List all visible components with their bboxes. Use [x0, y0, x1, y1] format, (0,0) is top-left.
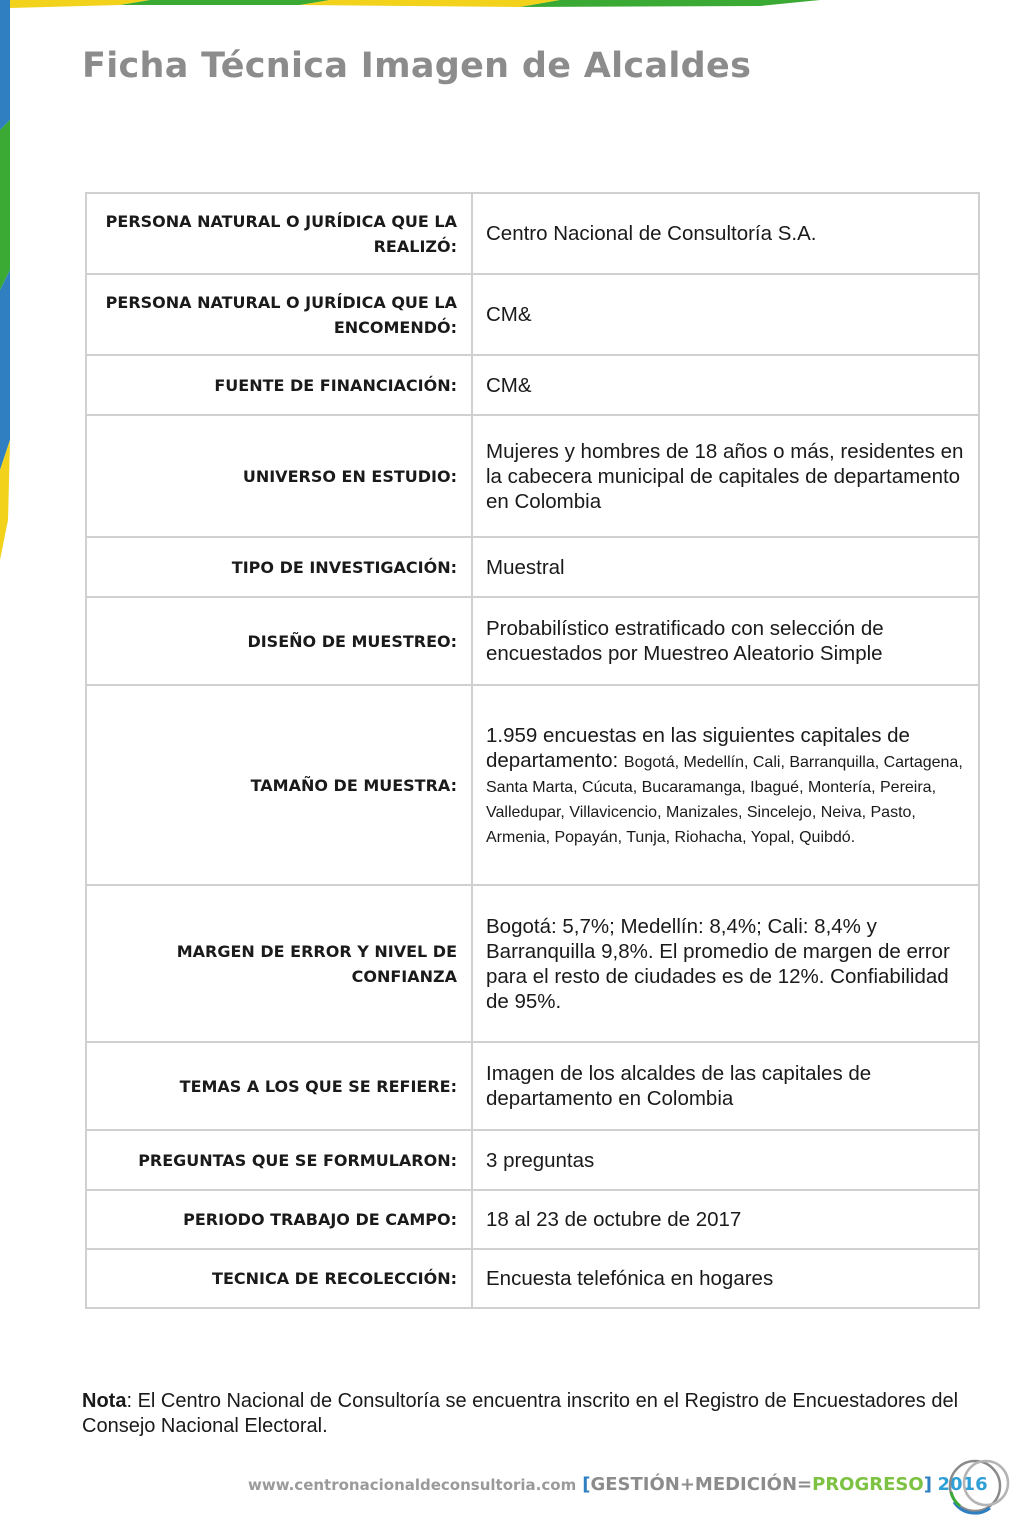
row-value: Probabilístico estratificado con selección de encuestados por Muestreo Aleatorio Simple [472, 597, 979, 685]
footer [248, 1474, 988, 1495]
row-value: Muestral [472, 537, 979, 597]
city-list: Bogotá, Medellín, Cali, Barranquilla, Cartagena, Santa Marta, Cúcuta, Bucaramanga, Ibagué, Montería, Pereira, Valledupar, Villavicencio, Manizales, Sincelejo, Neiva, Pasto, Armenia, Popayán, Tunja, Riohacha, Yopal, Quibdó. [486, 753, 963, 846]
footer-bracket-open: [ [582, 1474, 591, 1495]
row-value: Centro Nacional de Consultoría S.A. [472, 193, 979, 274]
footer-slogan: GESTIÓN+MEDICIÓN= [590, 1474, 813, 1495]
row-value: Mujeres y hombres de 18 años o más, residentes en la cabecera municipal de capitales de departamento en Colombia [472, 415, 979, 537]
row-label: MARGEN DE ERROR Y NIVEL DE CONFIANZA [86, 885, 472, 1042]
footer-bracket-close: ] [923, 1474, 932, 1495]
row-label: TECNICA DE RECOLECCIÓN: [86, 1249, 472, 1308]
table-row [86, 193, 979, 274]
row-value [472, 685, 979, 885]
row-label: PERIODO TRABAJO DE CAMPO: [86, 1190, 472, 1249]
note-paragraph [82, 1389, 982, 1439]
row-label: TIPO DE INVESTIGACIÓN: [86, 537, 472, 597]
table-row [86, 1042, 979, 1130]
table-row [86, 1249, 979, 1308]
note-label: Nota [82, 1390, 127, 1412]
row-label: DISEÑO DE MUESTREO: [86, 597, 472, 685]
row-label: TAMAÑO DE MUESTRA: [86, 685, 472, 885]
table-row [86, 597, 979, 685]
table-row [86, 685, 979, 885]
row-value: Encuesta telefónica en hogares [472, 1249, 979, 1308]
row-value: 3 preguntas [472, 1130, 979, 1190]
table-row [86, 537, 979, 597]
row-label: PERSONA NATURAL O JURÍDICA QUE LA REALIZÓ: [86, 193, 472, 274]
row-label: PERSONA NATURAL O JURÍDICA QUE LA ENCOMENDÓ: [86, 274, 472, 355]
row-label: PREGUNTAS QUE SE FORMULARON: [86, 1130, 472, 1190]
row-value: Imagen de los alcaldes de las capitales de departamento en Colombia [472, 1042, 979, 1130]
row-value: Bogotá: 5,7%; Medellín: 8,4%; Cali: 8,4% y Barranquilla 9,8%. El promedio de margen de error para el resto de ciudades es de 12%. Confiabilidad de 95%. [472, 885, 979, 1042]
technical-sheet-table [85, 192, 980, 1309]
logo-rings-icon [944, 1452, 1016, 1518]
row-label: UNIVERSO EN ESTUDIO: [86, 415, 472, 537]
row-label: FUENTE DE FINANCIACIÓN: [86, 355, 472, 415]
row-label: TEMAS A LOS QUE SE REFIERE: [86, 1042, 472, 1130]
table-row [86, 885, 979, 1042]
table-row [86, 274, 979, 355]
note-text: : El Centro Nacional de Consultoría se encuentra inscrito en el Registro de Encuestadores del Consejo Nacional Electoral. [82, 1390, 959, 1437]
footer-url[interactable]: www.centronacionaldeconsultoria.com [248, 1476, 577, 1494]
table-row [86, 1190, 979, 1249]
page-title: Ficha Técnica Imagen de Alcaldes [82, 46, 752, 86]
table-row [86, 415, 979, 537]
row-value: 18 al 23 de octubre de 2017 [472, 1190, 979, 1249]
table-row [86, 355, 979, 415]
table-row [86, 1130, 979, 1190]
sample-size-text: 1.959 encuestas en las siguientes capitales de departamento: [486, 723, 910, 772]
footer-year: 2016 [937, 1474, 988, 1495]
footer-slogan-progreso: PROGRESO [812, 1474, 924, 1495]
row-value: CM& [472, 355, 979, 415]
row-value: CM& [472, 274, 979, 355]
